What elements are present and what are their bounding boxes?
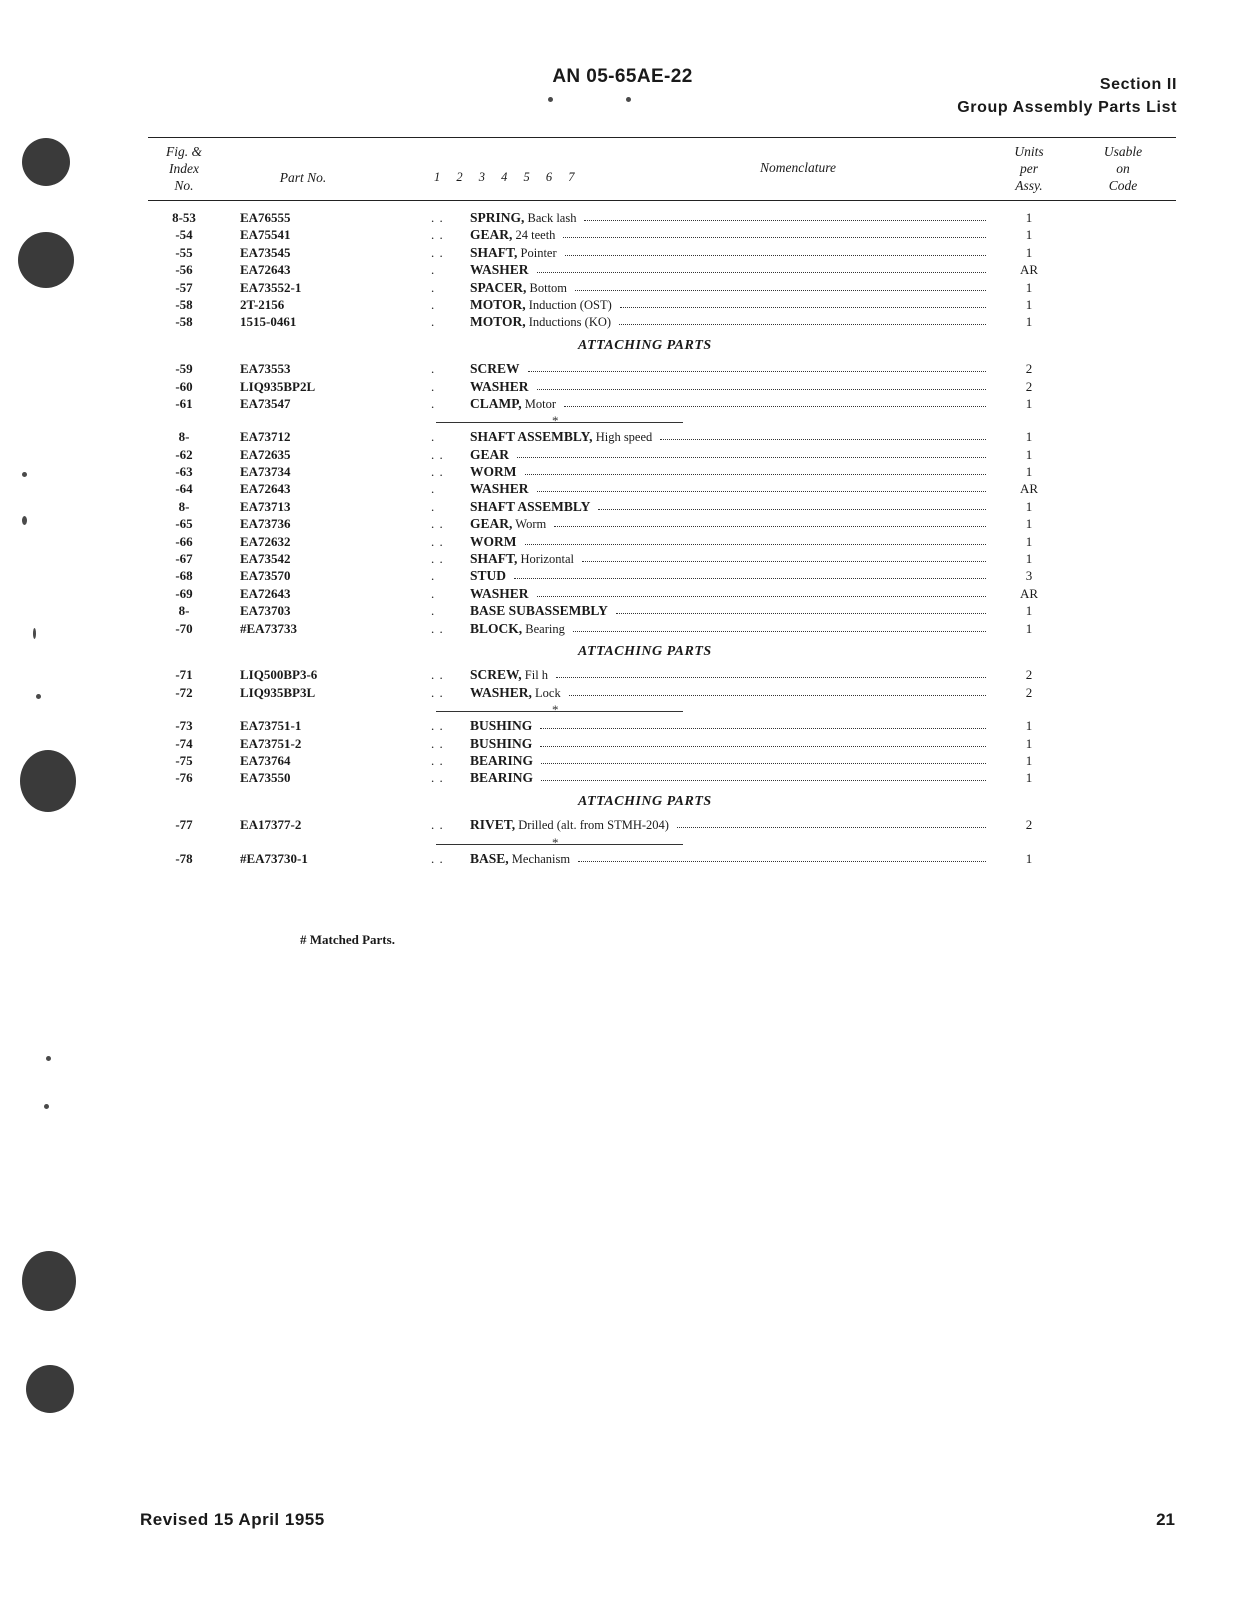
cell-indent-dots: . . bbox=[431, 735, 444, 751]
cell-part-number: EA73751-1 bbox=[240, 718, 302, 734]
dot-leader bbox=[537, 596, 986, 597]
separator-line bbox=[436, 844, 683, 845]
cell-nomenclature-detail: Motor bbox=[521, 396, 557, 411]
cell-fig-index: -74 bbox=[175, 735, 193, 751]
cell-nomenclature-detail: Fil h bbox=[521, 668, 549, 683]
cell-units-per-assy: AR bbox=[1019, 481, 1039, 497]
table-row bbox=[148, 499, 1176, 516]
cell-nomenclature: WASHER, Lock bbox=[470, 684, 561, 700]
cell-part-number: EA73734 bbox=[240, 464, 291, 480]
cell-units-per-assy: 1 bbox=[1025, 533, 1033, 549]
cell-units-per-assy: 1 bbox=[1025, 464, 1033, 480]
cell-units-per-assy: 1 bbox=[1025, 551, 1033, 567]
table-row bbox=[148, 753, 1176, 770]
dot-leader bbox=[514, 578, 986, 579]
cell-fig-index: -55 bbox=[175, 244, 193, 260]
column-header-nomenclature: Nomenclature bbox=[760, 160, 836, 175]
cell-fig-index: -62 bbox=[175, 446, 193, 462]
cell-part-number: EA75541 bbox=[240, 227, 291, 243]
cell-part-number: LIQ935BP2L bbox=[240, 378, 316, 394]
cell-units-per-assy: 2 bbox=[1025, 667, 1033, 683]
cell-part-number: EA17377-2 bbox=[240, 817, 302, 833]
scan-speck bbox=[44, 1104, 49, 1109]
cell-nomenclature-detail: Pointer bbox=[517, 245, 557, 260]
cell-nomenclature: RIVET, Drilled (alt. from STMH-204) bbox=[470, 817, 669, 833]
cell-indent-dots: . bbox=[431, 498, 436, 514]
scan-speck bbox=[22, 516, 27, 525]
cell-nomenclature: WASHER bbox=[470, 262, 529, 278]
cell-indent-dots: . . bbox=[431, 533, 444, 549]
page-header bbox=[0, 66, 1245, 126]
table-row bbox=[148, 718, 1176, 735]
column-header-indent-numbers: 1 2 3 4 5 6 7 bbox=[434, 170, 581, 184]
cell-part-number: EA73550 bbox=[240, 770, 291, 786]
table-row bbox=[148, 429, 1176, 446]
table-body bbox=[148, 201, 1176, 868]
dot-leader bbox=[525, 544, 987, 545]
cell-nomenclature: BEARING bbox=[470, 752, 534, 768]
cell-fig-index: -70 bbox=[175, 620, 193, 636]
cell-fig-index: -73 bbox=[175, 718, 193, 734]
cell-nomenclature: SCREW, Fil h bbox=[470, 667, 549, 683]
cell-part-number: EA73570 bbox=[240, 568, 291, 584]
table-row bbox=[148, 447, 1176, 464]
cell-part-number: EA73547 bbox=[240, 395, 291, 411]
cell-units-per-assy: 1 bbox=[1025, 498, 1033, 514]
attaching-parts-label: ATTACHING PARTS bbox=[578, 643, 712, 659]
cell-indent-dots: . bbox=[431, 296, 436, 312]
dot-leader bbox=[584, 220, 986, 221]
cell-indent-dots: . bbox=[431, 361, 436, 377]
cell-fig-index: -60 bbox=[175, 378, 193, 394]
cell-part-number: EA72635 bbox=[240, 446, 291, 462]
cell-nomenclature: BUSHING bbox=[470, 735, 533, 751]
cell-nomenclature-detail: Induction (OST) bbox=[525, 297, 612, 312]
cell-nomenclature: BLOCK, Bearing bbox=[470, 620, 565, 636]
cell-indent-dots: . . bbox=[431, 752, 444, 768]
cell-nomenclature-detail: Inductions (KO) bbox=[525, 315, 612, 330]
dot-leader bbox=[564, 406, 986, 407]
dot-leader bbox=[537, 491, 986, 492]
asterisk-icon: * bbox=[552, 702, 559, 718]
cell-nomenclature: SHAFT, Pointer bbox=[470, 244, 557, 260]
dot-leader bbox=[556, 677, 986, 678]
dot-leader bbox=[620, 307, 986, 308]
cell-nomenclature-detail: Lock bbox=[531, 685, 561, 700]
dot-leader bbox=[582, 561, 986, 562]
cell-units-per-assy: 1 bbox=[1025, 395, 1033, 411]
dot-leader bbox=[541, 763, 986, 764]
cell-part-number: EA73751-2 bbox=[240, 735, 302, 751]
scan-artifact bbox=[22, 138, 70, 186]
cell-part-number: EA72643 bbox=[240, 481, 291, 497]
table-header-row bbox=[148, 138, 1176, 200]
cell-nomenclature: WASHER bbox=[470, 585, 529, 601]
table-row bbox=[148, 361, 1176, 378]
cell-part-number: EA73552-1 bbox=[240, 279, 302, 295]
cell-nomenclature: GEAR, Worm bbox=[470, 516, 547, 532]
cell-part-number: EA72632 bbox=[240, 533, 291, 549]
cell-indent-dots: . . bbox=[431, 718, 444, 734]
cell-units-per-assy: 1 bbox=[1025, 314, 1033, 330]
cell-nomenclature: BASE, Mechanism bbox=[470, 850, 571, 866]
document-number: AN 05-65AE-22 bbox=[552, 66, 693, 87]
cell-nomenclature-detail: Back lash bbox=[524, 211, 577, 225]
cell-fig-index: -63 bbox=[175, 464, 193, 480]
cell-part-number: LIQ935BP3L bbox=[240, 684, 316, 700]
cell-nomenclature: WASHER bbox=[470, 481, 529, 497]
cell-part-number: EA73553 bbox=[240, 361, 291, 377]
cell-indent-dots: . bbox=[431, 481, 436, 497]
cell-indent-dots: . . bbox=[431, 227, 444, 243]
cell-fig-index: -71 bbox=[175, 667, 193, 683]
cell-indent-dots: . . bbox=[431, 210, 444, 225]
table-row bbox=[148, 464, 1176, 481]
parts-list-table bbox=[148, 137, 1176, 947]
cell-nomenclature: STUD bbox=[470, 568, 507, 584]
scan-artifact bbox=[20, 750, 76, 812]
cell-units-per-assy: 1 bbox=[1025, 429, 1033, 445]
cell-part-number: 2T-2156 bbox=[240, 296, 285, 312]
cell-units-per-assy: 1 bbox=[1025, 516, 1033, 532]
cell-indent-dots: . . bbox=[431, 464, 444, 480]
attaching-parts-label: ATTACHING PARTS bbox=[578, 793, 712, 809]
cell-fig-index: -58 bbox=[175, 314, 193, 330]
dot-leader bbox=[573, 631, 986, 632]
cell-indent-dots: . bbox=[431, 314, 436, 330]
cell-nomenclature-detail: 24 teeth bbox=[512, 228, 556, 243]
cell-fig-index: -69 bbox=[175, 585, 193, 601]
cell-part-number: EA73703 bbox=[240, 603, 291, 619]
cell-indent-dots: . . bbox=[431, 667, 444, 683]
cell-units-per-assy: 2 bbox=[1025, 684, 1033, 700]
cell-indent-dots: . bbox=[431, 603, 436, 619]
table-row bbox=[148, 481, 1176, 498]
cell-fig-index: 8- bbox=[178, 603, 190, 619]
cell-fig-index: -68 bbox=[175, 568, 193, 584]
cell-indent-dots: . bbox=[431, 585, 436, 601]
cell-part-number: EA76555 bbox=[240, 210, 291, 225]
cell-indent-dots: . bbox=[431, 429, 436, 445]
dot-leader bbox=[578, 861, 986, 862]
cell-fig-index: -54 bbox=[175, 227, 193, 243]
dot-leader bbox=[660, 439, 986, 440]
cell-units-per-assy: 1 bbox=[1025, 227, 1033, 243]
table-row bbox=[148, 586, 1176, 603]
cell-nomenclature-detail: Horizontal bbox=[517, 552, 574, 567]
table-row bbox=[148, 685, 1176, 702]
cell-part-number: #EA73730-1 bbox=[240, 850, 308, 866]
cell-part-number: 1515-0461 bbox=[240, 314, 297, 330]
cell-units-per-assy: AR bbox=[1019, 262, 1039, 278]
cell-units-per-assy: AR bbox=[1019, 585, 1039, 601]
dot-leader bbox=[575, 290, 986, 291]
cell-units-per-assy: 1 bbox=[1025, 620, 1033, 636]
cell-units-per-assy: 1 bbox=[1025, 735, 1033, 751]
cell-nomenclature: SHAFT ASSEMBLY, High speed bbox=[470, 429, 653, 445]
cell-fig-index: -66 bbox=[175, 533, 193, 549]
cell-indent-dots: . . bbox=[431, 850, 444, 866]
cell-nomenclature: WORM bbox=[470, 464, 517, 480]
cell-units-per-assy: 2 bbox=[1025, 817, 1033, 833]
section-subtitle: Group Assembly Parts List bbox=[957, 99, 1177, 116]
cell-units-per-assy: 1 bbox=[1025, 446, 1033, 462]
table-row bbox=[148, 314, 1176, 331]
cell-part-number: EA73713 bbox=[240, 498, 291, 514]
group-separator bbox=[148, 413, 1176, 429]
cell-part-number: EA73764 bbox=[240, 752, 291, 768]
cell-indent-dots: . bbox=[431, 568, 436, 584]
cell-fig-index: 8-53 bbox=[172, 210, 196, 225]
dot-leader bbox=[540, 746, 986, 747]
cell-part-number: EA73545 bbox=[240, 244, 291, 260]
cell-units-per-assy: 1 bbox=[1025, 296, 1033, 312]
table-row bbox=[148, 603, 1176, 620]
column-header-usable-on-code: Usable on Code bbox=[1103, 144, 1143, 193]
cell-indent-dots: . . bbox=[431, 244, 444, 260]
cell-units-per-assy: 1 bbox=[1025, 603, 1033, 619]
cell-fig-index: 8- bbox=[178, 498, 190, 514]
cell-part-number: EA73736 bbox=[240, 516, 291, 532]
dot-leader bbox=[537, 389, 986, 390]
footer-revision: Revised 15 April 1955 bbox=[140, 1510, 325, 1529]
cell-nomenclature: WORM bbox=[470, 533, 517, 549]
cell-indent-dots: . . bbox=[431, 516, 444, 532]
cell-indent-dots: . bbox=[431, 395, 436, 411]
cell-nomenclature: BEARING bbox=[470, 770, 534, 786]
cell-fig-index: -72 bbox=[175, 684, 193, 700]
cell-indent-dots: . bbox=[431, 378, 436, 394]
cell-nomenclature: MOTOR, Induction (OST) bbox=[470, 296, 612, 312]
cell-indent-dots: . . bbox=[431, 446, 444, 462]
cell-fig-index: -58 bbox=[175, 296, 193, 312]
cell-indent-dots: . . bbox=[431, 684, 444, 700]
dot-leader bbox=[528, 371, 986, 372]
cell-fig-index: -65 bbox=[175, 516, 193, 532]
table-row bbox=[148, 770, 1176, 787]
asterisk-icon: * bbox=[552, 413, 559, 429]
column-header-units-per-assy: Units per Assy. bbox=[1014, 144, 1044, 193]
table-row bbox=[148, 516, 1176, 533]
scan-speck bbox=[33, 628, 36, 639]
cell-nomenclature: GEAR, 24 teeth bbox=[470, 227, 556, 243]
group-separator bbox=[148, 835, 1176, 851]
cell-fig-index: -59 bbox=[175, 361, 193, 377]
separator-line bbox=[436, 711, 683, 712]
cell-nomenclature: MOTOR, Inductions (KO) bbox=[470, 314, 612, 330]
dot-leader bbox=[563, 237, 986, 238]
table-row bbox=[148, 297, 1176, 314]
cell-nomenclature: SPRING, Back lash bbox=[470, 210, 577, 225]
cell-part-number: #EA73733 bbox=[240, 620, 298, 636]
cell-indent-dots: . bbox=[431, 279, 436, 295]
group-separator bbox=[148, 702, 1176, 718]
table-row bbox=[148, 817, 1176, 834]
cell-units-per-assy: 1 bbox=[1025, 210, 1033, 225]
cell-part-number: EA73712 bbox=[240, 429, 291, 445]
cell-part-number: LIQ500BP3-6 bbox=[240, 667, 318, 683]
cell-part-number: EA72643 bbox=[240, 585, 291, 601]
scan-speck bbox=[22, 472, 27, 477]
cell-nomenclature: WASHER bbox=[470, 378, 529, 394]
scan-artifact bbox=[18, 232, 74, 288]
dot-leader bbox=[565, 255, 986, 256]
cell-units-per-assy: 1 bbox=[1025, 718, 1033, 734]
attaching-parts-heading bbox=[148, 338, 1176, 355]
table-row bbox=[148, 245, 1176, 262]
cell-units-per-assy: 3 bbox=[1025, 568, 1033, 584]
cell-nomenclature: GEAR bbox=[470, 446, 510, 462]
cell-nomenclature-detail: Bearing bbox=[522, 621, 565, 636]
cell-fig-index: 8- bbox=[178, 429, 190, 445]
column-header-fig-index: Fig. & Index No. bbox=[166, 144, 202, 193]
dot-leader bbox=[569, 695, 986, 696]
cell-fig-index: -57 bbox=[175, 279, 193, 295]
cell-fig-index: -78 bbox=[175, 850, 193, 866]
cell-indent-dots: . bbox=[431, 262, 436, 278]
table-row bbox=[148, 379, 1176, 396]
attaching-parts-heading bbox=[148, 644, 1176, 661]
table-row bbox=[148, 851, 1176, 868]
dot-leader bbox=[541, 780, 986, 781]
dot-leader bbox=[517, 457, 986, 458]
table-row bbox=[148, 534, 1176, 551]
scan-artifact bbox=[26, 1365, 74, 1413]
cell-nomenclature: BASE SUBASSEMBLY bbox=[470, 603, 608, 619]
cell-nomenclature: SHAFT ASSEMBLY bbox=[470, 498, 591, 514]
table-row bbox=[148, 227, 1176, 244]
column-header-part-no: Part No. bbox=[279, 170, 327, 185]
dot-leader bbox=[619, 324, 986, 325]
separator-line bbox=[436, 422, 683, 423]
cell-indent-dots: . . bbox=[431, 620, 444, 636]
cell-fig-index: -76 bbox=[175, 770, 193, 786]
scan-speck bbox=[36, 694, 41, 699]
cell-units-per-assy: 2 bbox=[1025, 378, 1033, 394]
cell-nomenclature-detail: Drilled (alt. from STMH-204) bbox=[515, 818, 669, 833]
table-row bbox=[148, 210, 1176, 227]
table-row bbox=[148, 280, 1176, 297]
cell-part-number: EA73542 bbox=[240, 551, 291, 567]
dot-leader bbox=[525, 474, 987, 475]
cell-fig-index: -56 bbox=[175, 262, 193, 278]
cell-part-number: EA72643 bbox=[240, 262, 291, 278]
cell-nomenclature: SPACER, Bottom bbox=[470, 279, 568, 295]
attaching-parts-label: ATTACHING PARTS bbox=[578, 337, 712, 353]
section-label: Section II bbox=[1099, 76, 1177, 93]
scan-speck bbox=[46, 1056, 51, 1061]
table-row bbox=[148, 621, 1176, 638]
cell-units-per-assy: 1 bbox=[1025, 850, 1033, 866]
cell-nomenclature-detail: Worm bbox=[512, 517, 547, 532]
cell-nomenclature: SCREW bbox=[470, 361, 520, 377]
cell-nomenclature-detail: High speed bbox=[592, 430, 653, 445]
cell-indent-dots: . . bbox=[431, 770, 444, 786]
cell-units-per-assy: 1 bbox=[1025, 244, 1033, 260]
table-row bbox=[148, 551, 1176, 568]
cell-units-per-assy: 2 bbox=[1025, 361, 1033, 377]
cell-fig-index: -61 bbox=[175, 395, 193, 411]
dot-leader bbox=[598, 509, 986, 510]
cell-fig-index: -75 bbox=[175, 752, 193, 768]
cell-units-per-assy: 1 bbox=[1025, 279, 1033, 295]
table-row bbox=[148, 396, 1176, 413]
cell-fig-index: -64 bbox=[175, 481, 193, 497]
dot-leader bbox=[540, 728, 986, 729]
cell-fig-index: -77 bbox=[175, 817, 193, 833]
cell-indent-dots: . . bbox=[431, 551, 444, 567]
table-footnote: # Matched Parts. bbox=[300, 932, 395, 947]
asterisk-icon: * bbox=[552, 834, 559, 850]
dot-leader bbox=[554, 526, 986, 527]
scan-artifact bbox=[22, 1251, 76, 1311]
cell-indent-dots: . . bbox=[431, 817, 444, 833]
cell-nomenclature: CLAMP, Motor bbox=[470, 395, 557, 411]
table-row bbox=[148, 736, 1176, 753]
table-row bbox=[148, 262, 1176, 279]
table-row bbox=[148, 568, 1176, 585]
dot-leader bbox=[677, 827, 986, 828]
cell-nomenclature: BUSHING bbox=[470, 718, 533, 734]
footer-page-number: 21 bbox=[1156, 1510, 1175, 1529]
cell-nomenclature-detail: Mechanism bbox=[508, 851, 571, 866]
cell-fig-index: -67 bbox=[175, 551, 193, 567]
attaching-parts-heading bbox=[148, 794, 1176, 811]
cell-units-per-assy: 1 bbox=[1025, 752, 1033, 768]
cell-units-per-assy: 1 bbox=[1025, 770, 1033, 786]
cell-nomenclature: SHAFT, Horizontal bbox=[470, 551, 574, 567]
dot-leader bbox=[616, 613, 986, 614]
dot-leader bbox=[537, 272, 986, 273]
cell-nomenclature-detail: Bottom bbox=[526, 280, 568, 295]
table-row bbox=[148, 667, 1176, 684]
